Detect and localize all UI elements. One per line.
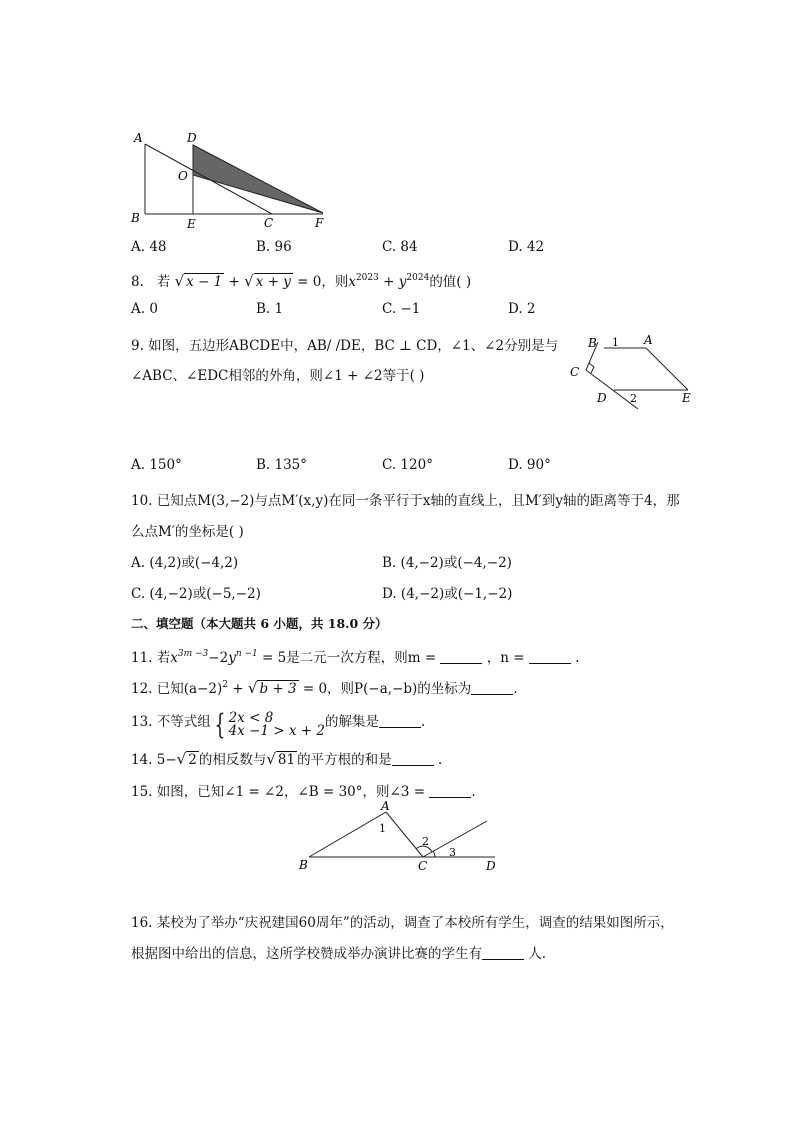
figure-q15-angles (295, 800, 510, 875)
q14-mid: 的相反数与 (198, 752, 267, 768)
q8-option-d[interactable]: D. 2 (508, 301, 536, 317)
q16-end: 人. (528, 946, 547, 962)
question-8 (131, 270, 471, 290)
q10-text-line-1: 10. 已知点M(3,−2)与点M′(x,y)在同一条平行于x轴的直线上，且M′到y轴的距离等于4，那 (131, 493, 680, 509)
q16-text-line-2: 根据图中给出的信息，这所学校赞成举办演讲比赛的学生有 (131, 946, 482, 962)
q11-comma: ，n = (482, 650, 529, 666)
figure-q9-pentagon (566, 332, 700, 414)
question-15 (131, 780, 476, 800)
label-2: 2 (422, 835, 429, 848)
segment-ab (309, 812, 386, 857)
q8-eq: = 0，则 (292, 274, 349, 290)
q11-y: y (228, 650, 236, 666)
q14-blank[interactable] (392, 753, 434, 766)
q10-text-line-2: 么点M′的坐标是( ) (131, 524, 244, 540)
label-3: 3 (449, 846, 456, 859)
label-1: 1 (379, 822, 386, 835)
q12-text: = 0，则P(−a,−b)的坐标为 (298, 681, 472, 697)
q8-sqrt-2: √ x + y (244, 272, 291, 290)
section-2-title: 二、填空题（本大题共 6 小题，共 18.0 分） (131, 616, 388, 631)
q7-option-b[interactable]: B. 96 (256, 239, 292, 255)
q13-row-1: 2x < 8 (228, 710, 274, 726)
segment-ac (386, 812, 423, 857)
q10-option-a[interactable]: A. (4,2)或(−4,2) (131, 555, 239, 571)
label-c: C (418, 859, 428, 873)
q13-row-2: 4x −1 > x + 2 (228, 723, 325, 739)
q16-blank[interactable] (482, 947, 524, 960)
question-11 (131, 646, 579, 666)
label-d: D (486, 859, 496, 873)
q15-end: . (471, 784, 476, 800)
q8-exp1: 2023 (355, 273, 379, 283)
q13-text: 的解集是 (324, 714, 379, 730)
question-12 (131, 677, 518, 697)
q14-sqrt-2: √ 81 (266, 750, 296, 768)
q14-sqrt-1: √ 2 (176, 750, 197, 768)
q8-option-b[interactable]: B. 1 (256, 301, 284, 317)
q14-end: . (433, 752, 443, 768)
q11-exp1: 3m −3 (177, 649, 209, 659)
q11-mid: −2 (208, 650, 229, 666)
q9-option-d[interactable]: D. 90° (508, 457, 551, 473)
q13-end: . (420, 714, 426, 730)
question-14 (131, 748, 442, 768)
q14-prefix: 14. 5− (131, 752, 177, 768)
label-a: A (381, 800, 390, 813)
q9-option-a[interactable]: A. 150° (131, 457, 182, 473)
q8-plus: + (224, 274, 245, 290)
q14-text: 的平方根的和是 (297, 752, 392, 768)
label-o: O (178, 169, 188, 183)
q8-y: y (398, 274, 407, 290)
label-b: B (131, 211, 140, 225)
q8-x: x (348, 274, 356, 290)
q12-square: 2 (222, 680, 228, 690)
q15-blank[interactable] (429, 785, 471, 798)
q8-option-c[interactable]: C. −1 (382, 301, 421, 317)
q12-sqrt: √ b + 3 (247, 679, 297, 697)
q12-blank[interactable] (471, 682, 513, 695)
q11-text: = 5是二元一次方程，则m = (257, 650, 441, 666)
label-a: A (134, 131, 143, 145)
q12-end: . (513, 681, 518, 697)
label-b: B (588, 336, 597, 350)
q13-system (229, 712, 325, 738)
segment-ae (646, 348, 688, 390)
q8-exp2: 2024 (406, 273, 430, 283)
label-a: A (644, 333, 653, 347)
q8-suffix: 的值( ) (429, 274, 472, 290)
q11-x: x (170, 650, 178, 666)
question-13 (131, 710, 425, 739)
q10-option-b[interactable]: B. (4,−2)或(−4,−2) (382, 555, 512, 571)
q11-blank-n[interactable] (529, 651, 571, 664)
right-angle-mark (589, 363, 594, 373)
q9-text-line-1: 9. 如图，五边形ABCDE中，AB/ /DE，BC ⊥ CD，∠1、∠2分别是与 (131, 338, 559, 354)
label-e: E (187, 217, 196, 231)
q7-option-d[interactable]: D. 42 (508, 239, 545, 255)
q8-option-a[interactable]: A. 0 (131, 301, 158, 317)
q11-end: . (570, 650, 580, 666)
label-d: D (187, 131, 197, 145)
q11-exp2: n −1 (235, 649, 258, 659)
label-1: 1 (612, 336, 619, 349)
label-c: C (570, 365, 580, 379)
q12-prefix: 12. 已知(a−2) (131, 681, 223, 697)
q10-option-c[interactable]: C. (4,−2)或(−5,−2) (131, 586, 261, 602)
q8-mid: + (378, 274, 399, 290)
q11-prefix: 11. 若 (131, 650, 171, 666)
q8-sqrt-1: √ x − 1 (174, 272, 223, 290)
label-f: F (315, 216, 324, 230)
q12-plus: + (227, 681, 248, 697)
q13-blank[interactable] (379, 715, 421, 728)
q9-option-b[interactable]: B. 135° (256, 457, 308, 473)
q10-option-d[interactable]: D. (4,−2)或(−1,−2) (382, 586, 513, 602)
label-b: B (299, 858, 308, 872)
q13-prefix: 13. 不等式组 (131, 714, 211, 730)
label-c: C (264, 216, 274, 230)
q8-prefix: 若 (156, 274, 171, 290)
question-16-line-2 (131, 942, 546, 962)
q7-option-c[interactable]: C. 84 (382, 239, 418, 255)
label-2: 2 (630, 392, 637, 405)
shaded-region (193, 145, 323, 213)
q16-text-line-1: 16. 某校为了举办“庆祝建国60周年”的活动，调查了本校所有学生，调查的结果如图所示， (131, 915, 674, 931)
q9-option-c[interactable]: C. 120° (382, 457, 433, 473)
q7-option-a[interactable]: A. 48 (131, 239, 167, 255)
label-e: E (682, 391, 691, 405)
q11-blank-m[interactable] (440, 651, 482, 664)
figure-q7-triangles (125, 128, 340, 233)
q9-text-line-2: ∠ABC、∠EDC相邻的外角，则∠1 + ∠2等于( ) (131, 368, 425, 384)
label-d: D (597, 391, 607, 405)
angle-arc-3 (433, 851, 435, 857)
q13-brace: { (214, 708, 226, 741)
q15-text: 15. 如图，已知∠1 = ∠2，∠B = 30°，则∠3 = (131, 784, 430, 800)
q8-number: 8. (131, 274, 144, 290)
